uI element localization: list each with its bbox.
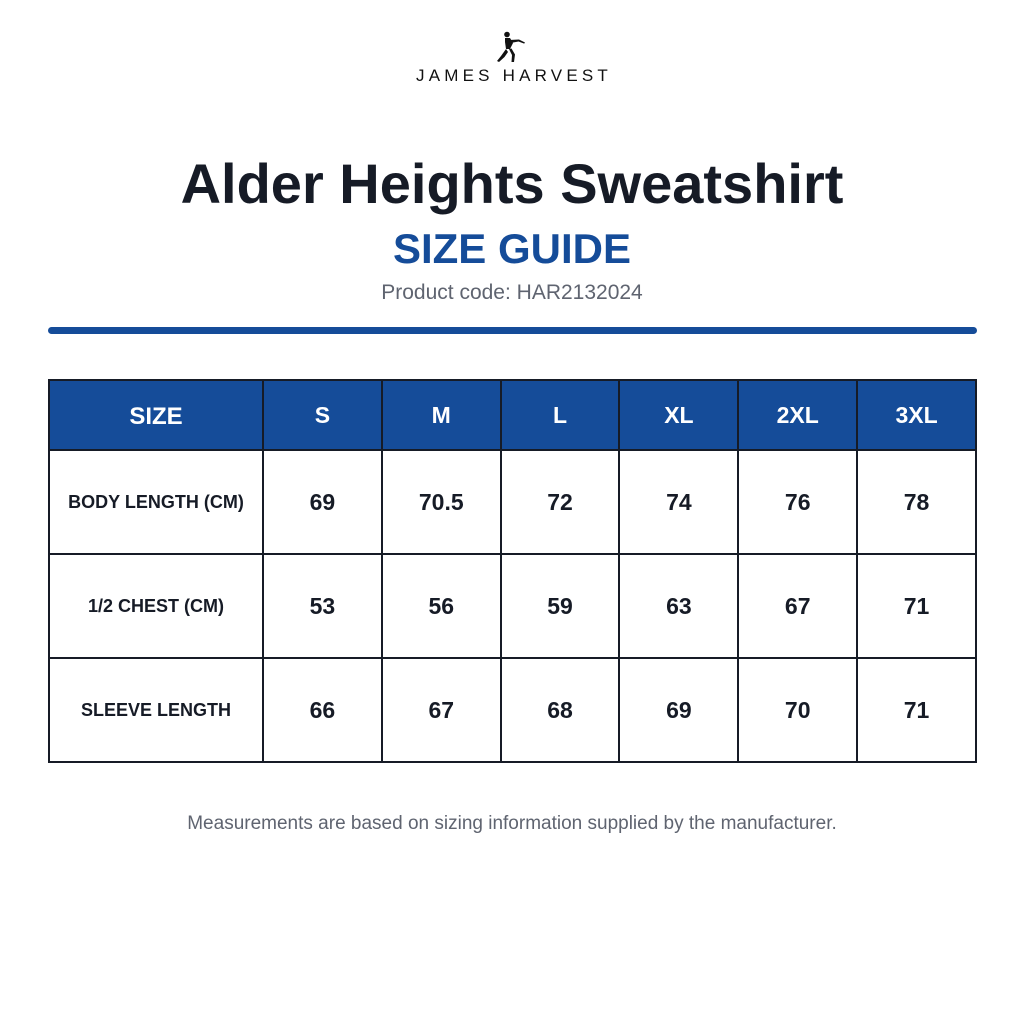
table-cell: 66 [263,658,382,762]
header-cell: S [263,380,382,450]
header-cell-size: SIZE [49,380,263,450]
table-cell: 67 [738,554,857,658]
table-cell: 69 [619,658,738,762]
header-cell: M [382,380,501,450]
page-subtitle: SIZE GUIDE [392,225,632,272]
golfer-swing-icon [495,30,529,64]
table-header-row [49,380,976,450]
table-cell: 70.5 [382,450,501,554]
table-cell: 59 [501,554,620,658]
footnote: Measurements are based on sizing information supplied by the manufacturer. [187,813,837,834]
table-cell: 69 [263,450,382,554]
table-cell: 67 [382,658,501,762]
table-cell: 56 [382,554,501,658]
table-cell: 70 [738,658,857,762]
table-row [49,658,976,762]
table-cell: 68 [501,658,620,762]
table-cell: 63 [619,554,738,658]
product-code: Product code: HAR2132024 [381,281,643,304]
page-title: Alder Heights Sweatshirt [180,152,844,215]
table-cell: 78 [857,450,976,554]
row-label: SLEEVE LENGTH [49,658,263,762]
header-cell: XL [619,380,738,450]
table-row [49,450,976,554]
size-table [48,379,977,763]
table-row [49,554,976,658]
divider [48,327,977,334]
table-cell: 53 [263,554,382,658]
table-cell: 71 [857,554,976,658]
table-cell: 71 [857,658,976,762]
brand-logo [0,30,1024,86]
table-cell: 74 [619,450,738,554]
header-cell: L [501,380,620,450]
row-label: BODY LENGTH (CM) [49,450,263,554]
header-cell: 2XL [738,380,857,450]
brand-name: JAMES HARVEST [416,66,612,85]
table-cell: 72 [501,450,620,554]
row-label: 1/2 CHEST (CM) [49,554,263,658]
header-cell: 3XL [857,380,976,450]
table-cell: 76 [738,450,857,554]
